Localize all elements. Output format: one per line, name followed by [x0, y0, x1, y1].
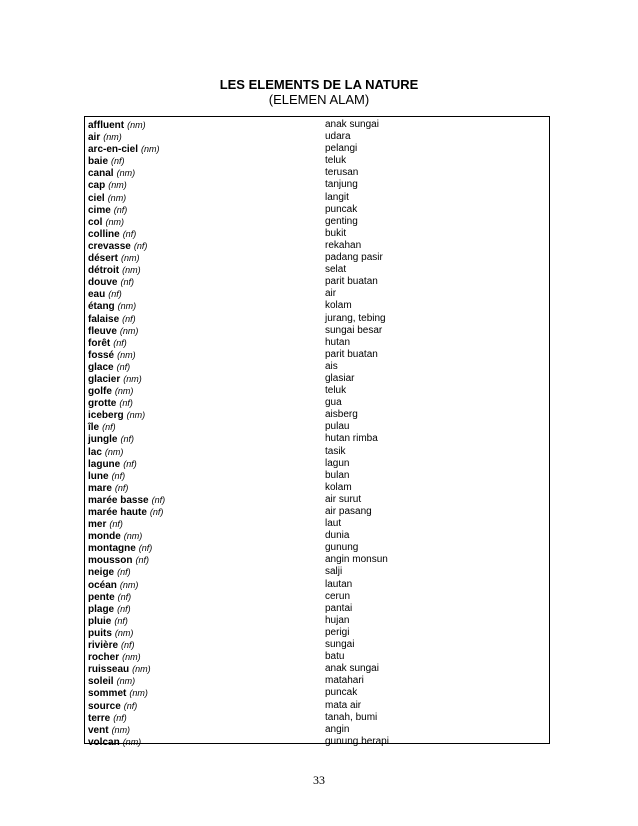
vocabulary-row — [85, 143, 549, 155]
vocabulary-row — [85, 373, 549, 385]
french-word: rocher — [88, 652, 120, 664]
gender-marker: (nf) — [108, 289, 122, 300]
gender-marker: (nm) — [117, 301, 137, 312]
gender-marker: (nf) — [151, 494, 166, 505]
french-word: crevasse — [88, 240, 131, 252]
vocabulary-row — [85, 409, 549, 421]
french-word: marée basse — [88, 494, 149, 506]
vocabulary-row — [85, 216, 549, 228]
vocabulary-row — [85, 252, 549, 264]
french-word: iceberg — [88, 410, 124, 422]
gender-marker: (nf) — [114, 615, 128, 626]
gender-marker: (nf) — [121, 640, 135, 651]
gender-marker: (nm) — [119, 325, 139, 336]
french-word: affluent — [88, 120, 125, 131]
vocabulary-row — [85, 300, 549, 312]
gender-marker: (nf) — [138, 543, 153, 554]
malay-translation: parit buatan — [325, 348, 378, 360]
gender-marker: (nf) — [123, 700, 138, 711]
malay-translation: aisberg — [325, 409, 358, 421]
french-word: arc-en-ciel — [88, 144, 139, 156]
gender-marker: (nm) — [116, 168, 136, 179]
vocabulary-row — [85, 724, 549, 736]
gender-marker: (nf) — [102, 422, 116, 433]
vocabulary-row — [85, 458, 549, 470]
french-word: désert — [88, 253, 119, 265]
malay-translation: lagun — [325, 457, 350, 469]
french-word: terre — [88, 712, 111, 724]
vocabulary-row — [85, 361, 549, 373]
french-word: île — [88, 422, 100, 434]
gender-marker: (nf) — [135, 555, 149, 566]
malay-translation: angin monsun — [325, 554, 388, 566]
french-word: ruisseau — [88, 664, 130, 676]
malay-translation: kolam — [325, 481, 352, 493]
vocabulary-row — [85, 542, 549, 554]
french-word: eau — [88, 289, 106, 301]
gender-marker: (nm) — [121, 253, 140, 264]
vocabulary-row — [85, 663, 549, 675]
gender-marker: (nm) — [122, 265, 141, 276]
malay-translation: gua — [325, 397, 342, 409]
vocabulary-row — [85, 530, 549, 542]
french-word: neige — [88, 567, 115, 579]
vocabulary-row — [85, 313, 549, 325]
french-word: colline — [88, 228, 120, 240]
malay-translation: udara — [325, 131, 351, 143]
french-word: cap — [88, 180, 106, 192]
malay-translation: air pasang — [325, 506, 372, 517]
french-word: glace — [88, 361, 114, 373]
malay-translation: hutan rimba — [325, 433, 378, 445]
gender-marker: (nf) — [120, 277, 134, 288]
french-word: lac — [88, 446, 102, 458]
gender-marker: (nf) — [114, 482, 129, 493]
vocabulary-row — [85, 470, 549, 482]
vocabulary-row — [85, 385, 549, 397]
vocabulary-row — [85, 591, 549, 603]
malay-translation: tasik — [325, 445, 346, 457]
gender-marker: (nf) — [120, 434, 134, 445]
gender-marker: (nm) — [117, 349, 136, 360]
malay-translation: tanah, bumi — [325, 711, 378, 723]
french-word: ciel — [88, 192, 105, 204]
french-word: détroit — [88, 265, 120, 277]
french-word: pente — [88, 591, 115, 603]
gender-marker: (nf) — [123, 458, 137, 469]
gender-marker: (nm) — [141, 144, 160, 155]
gender-marker: (nf) — [122, 228, 137, 239]
gender-marker: (nf) — [113, 337, 127, 348]
gender-marker: (nf) — [111, 156, 125, 167]
malay-translation: batu — [325, 651, 345, 663]
malay-translation: sungai besar — [325, 324, 383, 336]
malay-translation: mata air — [325, 699, 362, 711]
vocabulary-row — [85, 446, 549, 458]
malay-translation: gunung — [325, 542, 359, 554]
gender-marker: (nf) — [149, 507, 164, 517]
vocabulary-row — [85, 554, 549, 566]
french-word: lune — [88, 470, 109, 482]
vocabulary-row — [85, 288, 549, 300]
malay-translation: matahari — [325, 675, 364, 687]
malay-translation: ais — [325, 360, 338, 372]
french-word: golfe — [88, 386, 112, 398]
vocabulary-row — [85, 337, 549, 349]
malay-translation: selat — [325, 264, 347, 276]
french-word: marée haute — [88, 507, 147, 518]
page-number: 33 — [313, 773, 325, 787]
malay-translation: anak sungai — [325, 119, 379, 130]
vocabulary-row — [85, 119, 549, 131]
malay-translation: hujan — [325, 614, 350, 626]
malay-translation: perigi — [325, 626, 350, 638]
vocabulary-row — [85, 276, 549, 288]
gender-marker: (nm) — [107, 192, 127, 203]
vocabulary-row — [85, 506, 549, 518]
gender-marker: (nm) — [104, 446, 124, 457]
vocabulary-row — [85, 700, 549, 712]
malay-translation: langit — [325, 191, 349, 203]
malay-translation: padang pasir — [325, 252, 383, 264]
malay-translation: kolam — [325, 300, 352, 312]
malay-translation: pantai — [325, 602, 353, 614]
malay-translation: laut — [325, 518, 342, 530]
french-word: fossé — [88, 349, 115, 361]
french-term — [88, 736, 141, 749]
vocabulary-row — [85, 518, 549, 530]
vocabulary-row — [85, 421, 549, 433]
french-word: grotte — [88, 398, 117, 410]
page-subtitle: (ELEMEN ALAM) — [268, 92, 370, 107]
gender-marker: (nf) — [119, 398, 133, 409]
gender-marker: (nm) — [114, 627, 134, 638]
gender-marker: (nm) — [123, 531, 143, 542]
french-word: mare — [88, 482, 112, 494]
vocabulary-row — [85, 579, 549, 591]
french-word: lagune — [88, 458, 121, 470]
vocabulary-row — [85, 494, 549, 506]
vocabulary-row — [85, 687, 549, 699]
malay-translation: rekahan — [325, 239, 362, 251]
malay-translation: air — [325, 288, 337, 300]
french-word: source — [88, 700, 121, 712]
french-word: mer — [88, 519, 107, 531]
gender-marker: (nm) — [114, 386, 134, 397]
gender-marker: (nm) — [108, 180, 127, 191]
malay-translation: genting — [325, 215, 358, 227]
gender-marker: (nm) — [123, 373, 142, 384]
malay-translation: cerun — [325, 590, 351, 602]
malay-translation: puncak — [325, 687, 358, 699]
french-word: pluie — [88, 615, 112, 627]
malay-translation: bulan — [325, 469, 350, 481]
malay-translation: anak sungai — [325, 663, 379, 675]
malay-translation: dunia — [325, 530, 350, 542]
gender-marker: (nm) — [122, 652, 141, 663]
vocabulary-row — [85, 639, 549, 651]
french-word: rivière — [88, 640, 119, 652]
vocabulary-row — [85, 736, 549, 748]
malay-translation: angin — [325, 723, 350, 735]
malay-translation: puncak — [325, 203, 358, 215]
vocabulary-row — [85, 192, 549, 204]
vocabulary-row — [85, 397, 549, 409]
malay-translation: air surut — [325, 493, 362, 505]
gender-marker: (nm) — [129, 688, 148, 699]
vocabulary-row — [85, 651, 549, 663]
french-word: douve — [88, 277, 118, 289]
malay-translation: gunung berapi — [325, 735, 389, 747]
vocabulary-row — [85, 131, 549, 143]
vocabulary-row — [85, 155, 549, 167]
vocabulary-row — [85, 264, 549, 276]
gender-marker: (nf) — [116, 361, 131, 372]
vocabulary-row — [85, 615, 549, 627]
french-word: jungle — [88, 434, 118, 446]
malay-translation: sungai — [325, 639, 355, 651]
french-word: glacier — [88, 373, 121, 385]
vocabulary-row — [85, 325, 549, 337]
malay-translation: teluk — [325, 385, 347, 397]
french-word: forêt — [88, 337, 111, 349]
vocabulary-row — [85, 627, 549, 639]
vocabulary-row — [85, 179, 549, 191]
gender-marker: (nm) — [132, 664, 151, 675]
vocabulary-row — [85, 167, 549, 179]
french-word: canal — [88, 168, 114, 180]
gender-marker: (nm) — [111, 724, 131, 735]
gender-marker: (nm) — [127, 120, 146, 130]
gender-marker: (nf) — [113, 204, 128, 215]
gender-marker: (nm) — [103, 132, 122, 143]
vocabulary-row — [85, 228, 549, 240]
french-word: plage — [88, 603, 115, 615]
vocabulary-row — [85, 712, 549, 724]
french-word: puits — [88, 627, 112, 639]
gender-marker: (nf) — [109, 519, 123, 530]
vocabulary-row — [85, 675, 549, 687]
gender-marker: (nm) — [122, 736, 142, 747]
gender-marker: (nf) — [122, 313, 136, 324]
french-word: baie — [88, 156, 109, 168]
malay-translation: pulau — [325, 421, 350, 433]
vocabulary-row — [85, 240, 549, 252]
french-word: sommet — [88, 688, 127, 700]
french-word: volcan — [88, 736, 120, 748]
french-word: falaise — [88, 313, 120, 325]
malay-translation: parit buatan — [325, 276, 378, 288]
gender-marker: (nm) — [119, 579, 139, 590]
french-word: vent — [88, 724, 109, 736]
french-word: fleuve — [88, 325, 117, 337]
malay-translation: glasiar — [325, 372, 355, 384]
gender-marker: (nm) — [105, 216, 124, 227]
gender-marker: (nf) — [117, 567, 131, 578]
vocabulary-rows — [85, 119, 549, 748]
gender-marker: (nm) — [126, 410, 146, 421]
gender-marker: (nf) — [111, 470, 126, 481]
french-word: mousson — [88, 555, 133, 567]
malay-translation: lautan — [325, 578, 353, 590]
vocabulary-row — [85, 482, 549, 494]
gender-marker: (nf) — [117, 603, 131, 614]
gender-marker: (nf) — [133, 240, 148, 251]
gender-marker: (nf) — [117, 591, 132, 602]
malay-translation: teluk — [325, 155, 347, 167]
french-word: soleil — [88, 676, 114, 688]
vocabulary-row — [85, 349, 549, 361]
gender-marker: (nm) — [116, 676, 136, 687]
malay-translation: bukit — [325, 227, 347, 239]
gender-marker: (nf) — [113, 712, 127, 723]
malay-translation: pelangi — [325, 143, 358, 155]
vocabulary-row — [85, 433, 549, 445]
vocabulary-row — [85, 204, 549, 216]
french-word: col — [88, 216, 103, 228]
malay-translation: salji — [325, 566, 343, 578]
vocabulary-table — [84, 116, 550, 748]
vocabulary-row — [85, 603, 549, 615]
malay-translation: hutan — [325, 336, 351, 348]
french-word: étang — [88, 301, 115, 313]
malay-translation: terusan — [325, 167, 359, 179]
french-word: air — [88, 132, 101, 144]
malay-translation: jurang, tebing — [325, 312, 386, 324]
french-word: océan — [88, 579, 117, 591]
page-title: LES ELEMENTS DE LA NATURE — [219, 77, 419, 92]
vocabulary-row — [85, 566, 549, 578]
french-word: montagne — [88, 543, 136, 555]
french-word: monde — [88, 531, 121, 543]
malay-translation: tanjung — [325, 179, 358, 191]
french-word: cime — [88, 204, 111, 216]
